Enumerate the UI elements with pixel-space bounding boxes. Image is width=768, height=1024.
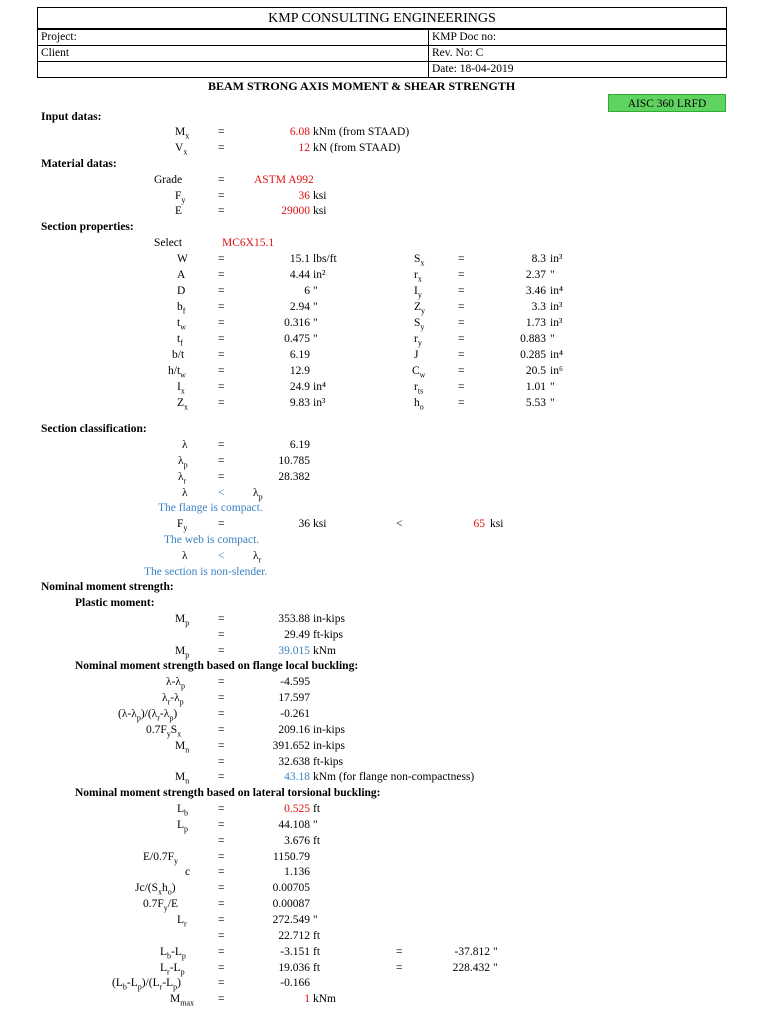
eq: = bbox=[218, 692, 225, 704]
client-cell: Client bbox=[37, 45, 429, 62]
prop-label: $r_{ts}$ bbox=[414, 381, 424, 396]
company-title: KMP CONSULTING ENGINEERINGS bbox=[37, 7, 727, 29]
prop-unit: in² bbox=[313, 269, 326, 281]
prop-unit: in³ bbox=[313, 397, 326, 409]
calc-label: c bbox=[185, 866, 191, 878]
prop-unit: " bbox=[550, 381, 555, 393]
e-unit: ksi bbox=[313, 205, 327, 217]
prop-unit: " bbox=[313, 333, 318, 345]
lr-in: 272.549 bbox=[272, 914, 310, 926]
prop-label: $h/t_w$ bbox=[168, 365, 186, 380]
grade-value: ASTM A992 bbox=[254, 174, 314, 186]
plastic-title: Plastic moment: bbox=[75, 597, 155, 609]
prop-label: $C_w$ bbox=[412, 365, 426, 380]
lr-label: $L_r$ bbox=[177, 914, 187, 929]
prop-label: b/t bbox=[172, 349, 185, 361]
calc-label: $(L_b-L_p)/(L_r-L_p)$ bbox=[112, 977, 181, 992]
unit: kNm bbox=[313, 993, 336, 1005]
calc-value: 1150.79 bbox=[273, 851, 310, 863]
lp-ft: 3.676 bbox=[284, 835, 310, 847]
lt-symbol: < bbox=[396, 518, 403, 530]
prop-unit: in³ bbox=[550, 317, 563, 329]
unit: " bbox=[313, 914, 318, 926]
eq: = bbox=[218, 866, 225, 878]
eq: = bbox=[218, 993, 225, 1005]
eq: = bbox=[396, 946, 403, 958]
eq: = bbox=[218, 771, 225, 783]
prop-unit: in⁶ bbox=[550, 365, 563, 377]
lt-symbol: < bbox=[218, 550, 225, 562]
eq: = bbox=[458, 301, 465, 313]
eq: = bbox=[458, 397, 465, 409]
calc-label: $\lambda-\lambda_p$ bbox=[166, 676, 185, 691]
eq: = bbox=[218, 174, 225, 186]
eq: = bbox=[218, 333, 225, 345]
lp-label: $L_p$ bbox=[177, 819, 189, 834]
eq: = bbox=[396, 962, 403, 974]
unit: ft bbox=[313, 946, 321, 958]
eq: = bbox=[458, 269, 465, 281]
prop-unit: in⁴ bbox=[313, 381, 326, 393]
lr-ft: 22.712 bbox=[278, 930, 310, 942]
nominal-title: Nominal moment strength: bbox=[41, 581, 174, 593]
unit: ft bbox=[313, 835, 321, 847]
fy-unit: ksi bbox=[313, 190, 327, 202]
eq: = bbox=[218, 317, 225, 329]
prop-label: $r_y$ bbox=[414, 333, 422, 348]
calc-value: 19.036 bbox=[278, 962, 310, 974]
eq: = bbox=[218, 851, 225, 863]
prop-unit: in³ bbox=[550, 253, 563, 265]
prop-value: 2.94 bbox=[289, 301, 310, 313]
eq: = bbox=[218, 946, 225, 958]
prop-unit: in⁴ bbox=[550, 285, 563, 297]
prop-label: $I_y$ bbox=[414, 285, 422, 300]
prop-label: $t_w$ bbox=[177, 317, 186, 332]
calc-value: -3.151 bbox=[280, 946, 310, 958]
prop-label: $r_x$ bbox=[414, 269, 422, 284]
fy-label: $F_y$ bbox=[177, 518, 188, 533]
prop-label: A bbox=[177, 269, 186, 281]
lambda-p-label: $\lambda_p$ bbox=[178, 455, 188, 470]
prop-value: 3.3 bbox=[531, 301, 546, 313]
eq: = bbox=[458, 253, 465, 265]
lb-value: 0.525 bbox=[284, 803, 310, 815]
section-status: The section is non-slender. bbox=[144, 566, 268, 578]
unit: in-kips bbox=[313, 724, 345, 736]
lambda-label: λ bbox=[182, 550, 188, 562]
section-select[interactable]: MC6X15.1 bbox=[222, 237, 275, 249]
eq: = bbox=[218, 645, 225, 657]
eq: = bbox=[218, 365, 225, 377]
doc-cell: KMP Doc no: bbox=[428, 29, 727, 46]
mx-value: 6.08 bbox=[289, 126, 310, 138]
eq: = bbox=[218, 285, 225, 297]
prop-value: 9.83 bbox=[289, 397, 310, 409]
eq: = bbox=[218, 835, 225, 847]
lambda-r-label: $\lambda_r$ bbox=[253, 550, 262, 565]
mp-knm: 39.015 bbox=[278, 645, 310, 657]
material-title: Material datas: bbox=[41, 158, 117, 170]
prop-value: 0.883 bbox=[520, 333, 546, 345]
calc-label: $Jc/(S_xh_o)$ bbox=[135, 882, 176, 897]
prop-unit: " bbox=[550, 333, 555, 345]
fy-check-value: 36 bbox=[298, 518, 310, 530]
mp-label: $M_p$ bbox=[175, 613, 190, 628]
prop-label: $I_x$ bbox=[177, 381, 185, 396]
e-label: E bbox=[175, 205, 183, 217]
eq: = bbox=[218, 126, 225, 138]
calc-label: $E/0.7F_y$ bbox=[143, 851, 178, 866]
flange-status: The flange is compact. bbox=[158, 502, 263, 514]
unit: ft bbox=[313, 962, 321, 974]
prop-value: 24.9 bbox=[289, 381, 310, 393]
prop-unit: in⁴ bbox=[550, 349, 563, 361]
lambda-p-value: 10.785 bbox=[278, 455, 310, 467]
sheet-heading: BEAM STRONG AXIS MOMENT & SHEAR STRENGTH bbox=[208, 79, 516, 93]
eq: = bbox=[218, 676, 225, 688]
eq: = bbox=[458, 285, 465, 297]
lambda-r-label: $\lambda_r$ bbox=[178, 471, 187, 486]
project-cell: Project: bbox=[37, 29, 429, 46]
calc-value: 391.652 bbox=[272, 740, 310, 752]
ltb-title: Nominal moment strength based on lateral torsional buckling: bbox=[75, 787, 381, 799]
mp-ftkips: 29.49 bbox=[284, 629, 310, 641]
prop-value: 0.316 bbox=[284, 317, 310, 329]
prop-label: $t_f$ bbox=[177, 333, 183, 348]
unit: " bbox=[313, 819, 318, 831]
fy-value: 36 bbox=[298, 190, 310, 202]
blank-cell bbox=[37, 61, 429, 78]
eq: = bbox=[218, 803, 225, 815]
eq: = bbox=[218, 471, 225, 483]
prop-value: 0.475 bbox=[284, 333, 310, 345]
web-status: The web is compact. bbox=[164, 534, 260, 546]
unit: ft bbox=[313, 803, 321, 815]
unit: ft-kips bbox=[313, 629, 344, 641]
calc-label: $0.7F_yS_x$ bbox=[146, 724, 182, 739]
prop-label: $S_y$ bbox=[414, 317, 425, 332]
prop-value: 1.01 bbox=[525, 381, 546, 393]
unit: in-kips bbox=[313, 740, 345, 752]
e-value: 29000 bbox=[281, 205, 310, 217]
mx-unit: kNm (from STAAD) bbox=[313, 126, 410, 138]
eq: = bbox=[218, 301, 225, 313]
grade-label: Grade bbox=[154, 174, 183, 186]
prop-unit: " bbox=[313, 317, 318, 329]
eq: = bbox=[458, 381, 465, 393]
prop-unit: " bbox=[550, 397, 555, 409]
calc-value: -0.166 bbox=[280, 977, 310, 989]
mn-knm: 43.18 bbox=[284, 771, 310, 783]
calc-label: $L_r-L_p$ bbox=[160, 962, 185, 977]
prop-value: 0.285 bbox=[520, 349, 546, 361]
eq: = bbox=[218, 898, 225, 910]
prop-unit: " bbox=[550, 269, 555, 281]
lb-label: $L_b$ bbox=[177, 803, 189, 818]
prop-unit: in³ bbox=[550, 301, 563, 313]
eq: = bbox=[218, 397, 225, 409]
lambda-p-label: $\lambda_p$ bbox=[253, 487, 263, 502]
calc-label: $0.7F_y/E$ bbox=[143, 898, 179, 913]
eq: = bbox=[218, 518, 225, 530]
section-title: Section properties: bbox=[41, 221, 134, 233]
eq: = bbox=[218, 349, 225, 361]
eq: = bbox=[218, 381, 225, 393]
lambda-label: λ bbox=[182, 487, 188, 499]
eq: = bbox=[218, 629, 225, 641]
prop-label: $Z_x$ bbox=[177, 397, 189, 412]
mmax-label: $M_{max}$ bbox=[170, 993, 195, 1008]
calc-label: $L_b-L_p$ bbox=[160, 946, 186, 961]
mn-note: kNm (for flange non-compactness) bbox=[313, 771, 475, 783]
prop-label: D bbox=[177, 285, 186, 297]
unit: ft bbox=[313, 930, 321, 942]
lambda-value: 6.19 bbox=[289, 439, 310, 451]
rev-cell: Rev. No: C bbox=[428, 45, 727, 62]
lambda-label: λ bbox=[182, 439, 188, 451]
mmax-value: 1 bbox=[304, 993, 310, 1005]
calc-value: -4.595 bbox=[280, 676, 310, 688]
eq: = bbox=[218, 439, 225, 451]
prop-unit: " bbox=[313, 285, 318, 297]
fy-label: $F_y$ bbox=[175, 190, 186, 205]
prop-label: J bbox=[414, 349, 419, 361]
fy-check-unit: ksi bbox=[313, 518, 327, 530]
date-cell: Date: 18-04-2019 bbox=[428, 61, 727, 78]
prop-label: $h_o$ bbox=[414, 397, 424, 412]
calc-label: $(\lambda-\lambda_p)/(\lambda_r-\lambda_p)$ bbox=[118, 708, 178, 723]
prop-value: 6 bbox=[304, 285, 310, 297]
select-label: Select bbox=[154, 237, 183, 249]
eq: = bbox=[218, 708, 225, 720]
lt-symbol: < bbox=[218, 487, 225, 499]
vx-unit: kN (from STAAD) bbox=[313, 142, 401, 154]
eq: = bbox=[218, 930, 225, 942]
eq: = bbox=[218, 269, 225, 281]
input-title: Input datas: bbox=[41, 111, 102, 123]
vx-label: $V_x$ bbox=[175, 142, 188, 157]
calc-value: -0.261 bbox=[280, 708, 310, 720]
prop-value: 6.19 bbox=[289, 349, 310, 361]
prop-value: 12.9 bbox=[289, 365, 310, 377]
prop-value: 8.3 bbox=[531, 253, 546, 265]
calc-value: 209.16 bbox=[278, 724, 310, 736]
lambda-r-value: 28.382 bbox=[278, 471, 310, 483]
eq: = bbox=[458, 333, 465, 345]
unit: kNm bbox=[313, 645, 336, 657]
eq: = bbox=[218, 142, 225, 154]
code-badge: AISC 360 LRFD bbox=[608, 94, 726, 112]
limit-unit: ksi bbox=[490, 518, 504, 530]
calc-value: 1.136 bbox=[284, 866, 310, 878]
mn-label: $M_n$ bbox=[175, 740, 190, 755]
mn-label: $M_n$ bbox=[175, 771, 190, 786]
eq: = bbox=[218, 253, 225, 265]
eq: = bbox=[218, 914, 225, 926]
eq: = bbox=[218, 190, 225, 202]
prop-value: 4.44 bbox=[289, 269, 310, 281]
eq: = bbox=[458, 349, 465, 361]
prop-value: 3.46 bbox=[525, 285, 546, 297]
eq: = bbox=[218, 205, 225, 217]
eq: = bbox=[218, 962, 225, 974]
mx-label: $M_x$ bbox=[175, 126, 190, 141]
lp-in: 44.108 bbox=[278, 819, 310, 831]
classification-title: Section classification: bbox=[41, 423, 147, 435]
prop-value: 15.1 bbox=[289, 253, 310, 265]
prop-label: $S_x$ bbox=[414, 253, 425, 268]
calc-value: -37.812 bbox=[454, 946, 490, 958]
prop-value: 1.73 bbox=[525, 317, 546, 329]
prop-label: W bbox=[177, 253, 188, 265]
eq: = bbox=[218, 977, 225, 989]
prop-unit: " bbox=[313, 301, 318, 313]
calc-label: $\lambda_r-\lambda_p$ bbox=[162, 692, 184, 707]
flb-title: Nominal moment strength based on flange local buckling: bbox=[75, 660, 359, 672]
eq: = bbox=[218, 882, 225, 894]
prop-label: $b_f$ bbox=[177, 301, 186, 316]
unit: " bbox=[493, 962, 498, 974]
eq: = bbox=[458, 317, 465, 329]
calc-value: 0.00705 bbox=[272, 882, 310, 894]
eq: = bbox=[218, 455, 225, 467]
prop-label: $Z_y$ bbox=[414, 301, 426, 316]
eq: = bbox=[458, 365, 465, 377]
unit: in-kips bbox=[313, 613, 345, 625]
mp-label: $M_p$ bbox=[175, 645, 190, 660]
eq: = bbox=[218, 756, 225, 768]
eq: = bbox=[218, 740, 225, 752]
prop-value: 20.5 bbox=[525, 365, 546, 377]
vx-value: 12 bbox=[298, 142, 310, 154]
prop-value: 2.37 bbox=[525, 269, 546, 281]
limit-value: 65 bbox=[473, 518, 485, 530]
calc-value: 228.432 bbox=[452, 962, 490, 974]
eq: = bbox=[218, 613, 225, 625]
eq: = bbox=[218, 724, 225, 736]
unit: ft-kips bbox=[313, 756, 344, 768]
prop-value: 5.53 bbox=[525, 397, 546, 409]
prop-unit: lbs/ft bbox=[313, 253, 337, 265]
calc-value: 32.638 bbox=[278, 756, 310, 768]
unit: " bbox=[493, 946, 498, 958]
eq: = bbox=[218, 819, 225, 831]
calc-value: 0.00087 bbox=[272, 898, 310, 910]
mp-inkips: 353.88 bbox=[278, 613, 310, 625]
calc-value: 17.597 bbox=[278, 692, 310, 704]
